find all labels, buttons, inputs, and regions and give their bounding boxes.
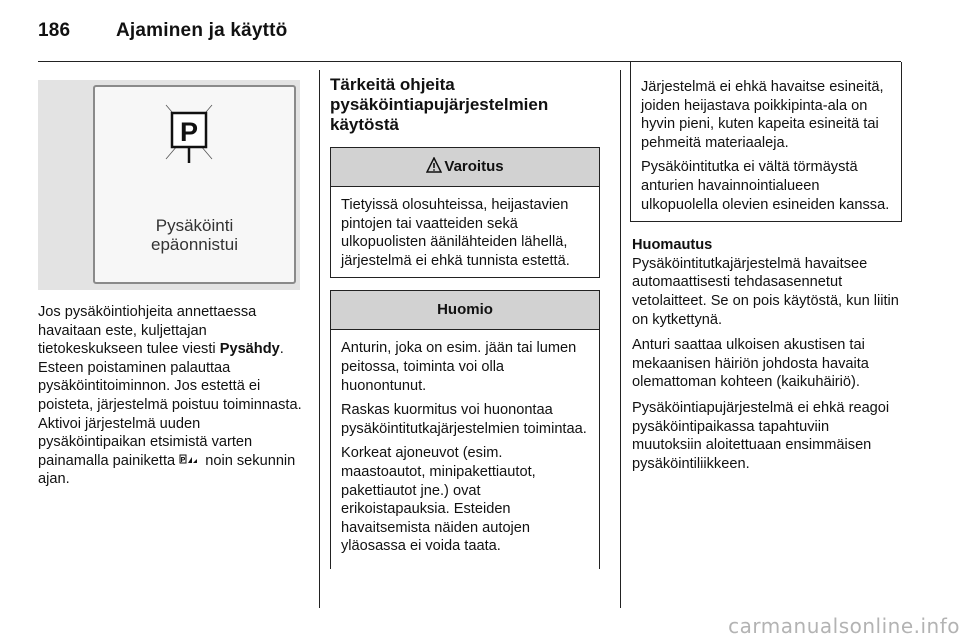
column-divider-1 [319, 70, 320, 608]
caution-paragraph: Anturin, joka on esim. jään tai lumen peitossa, toiminta voi olla huonontunut. [341, 340, 577, 394]
stop-message-label: Pysähdy [219, 341, 280, 358]
note-title: Huomautus [632, 237, 713, 254]
caution-header [331, 291, 599, 330]
display-illustration [38, 80, 300, 290]
section-title: Tärkeitä ohjeita pysäköintiapujärjestelmien käytöstä [330, 75, 549, 134]
note-section [630, 236, 902, 473]
display-message-line2: epäonnistui [151, 235, 238, 254]
parking-sensor-icon [164, 101, 224, 171]
middle-column [330, 75, 600, 569]
left-text-part2: . Esteen poistaminen palauttaa pysäköintitoiminnon. Jos estettä ei poisteta, järjestelmä poistuu toiminnasta. Aktivoi järjestelmä uuden pysäköintipaikan etsimistä varten painamalla painiketta [38, 341, 302, 469]
parking-assist-button-icon [179, 454, 199, 466]
page-header [38, 20, 287, 42]
svg-text:P: P [180, 456, 186, 464]
chapter-title: Ajaminen ja käyttö [116, 20, 288, 41]
left-text-part1: Jos pysäköintiohjeita annettaessa havaitaan este, kuljettajan tietokeskukseen tulee viesti [38, 304, 257, 358]
caution-box [330, 290, 600, 569]
caution-body [331, 330, 599, 569]
box-paragraph: Pysäköintitutka ei vältä törmäystä anturien havainnointialueen ulkopuolella olevien esineiden kanssa. [641, 159, 890, 213]
warning-body [331, 187, 599, 277]
svg-text:P: P [179, 117, 199, 147]
continued-box-body [631, 62, 901, 221]
column-divider-2 [620, 70, 621, 608]
caution-title: Huomio [437, 301, 493, 319]
left-text-part3: noin sekunnin ajan. [38, 452, 296, 488]
left-column [38, 303, 310, 496]
page-number: 186 [38, 20, 71, 41]
note-paragraph: Anturi saattaa ulkoisen akustisen tai mekaanisen häiriön johdosta havaita olemattoman kohteen (kaikuhäiriö). [632, 337, 869, 391]
display-screen [93, 85, 296, 284]
warning-text: Tietyissä olosuhteissa, heijastavien pintojen tai vaatteiden sekä ulkopuolisten äänilähteiden lähellä, järjestelmä ei ehkä tunnista estettä. [341, 197, 570, 269]
warning-box [330, 147, 600, 278]
right-column [630, 62, 902, 480]
note-paragraph: Pysäköintitutkajärjestelmä havaitsee automaattisesti tehdasasennetut vetolaitteet. Se on pois käytöstä, kun liitin on kytkettynä. [632, 255, 899, 328]
display-message-line1: Pysäköinti [155, 216, 234, 235]
continued-box [630, 62, 902, 222]
caution-paragraph: Raskas kuormitus voi huonontaa pysäköintitutkajärjestelmien toimintaa. [341, 402, 587, 437]
warning-title: Varoitus [444, 158, 504, 175]
display-message [95, 216, 294, 254]
caution-paragraph: Korkeat ajoneuvot (esim. maastoautot, minipakettiautot, pakettiautot jne.) ovat erikoistapauksia. Esteiden havaitsemista näiden autojen yläosassa ei voida taata. [341, 445, 536, 555]
watermark: carmanualsonline.info [728, 614, 960, 638]
warning-triangle-icon [426, 157, 442, 173]
box-paragraph: Järjestelmä ei ehkä havaitse esineitä, joiden heijastava poikkipinta-ala on hyvin pieni, kuten kapeita esineitä tai pehmeitä materiaaleja. [641, 79, 884, 151]
left-paragraph [38, 303, 310, 489]
note-paragraph: Pysäköintiapujärjestelmä ei ehkä reagoi pysäköintipaikassa tapahtuviin muutoksiin aloitettuaan ensimmäisen pysäköintiliikkeen. [632, 399, 890, 472]
warning-header [331, 148, 599, 187]
